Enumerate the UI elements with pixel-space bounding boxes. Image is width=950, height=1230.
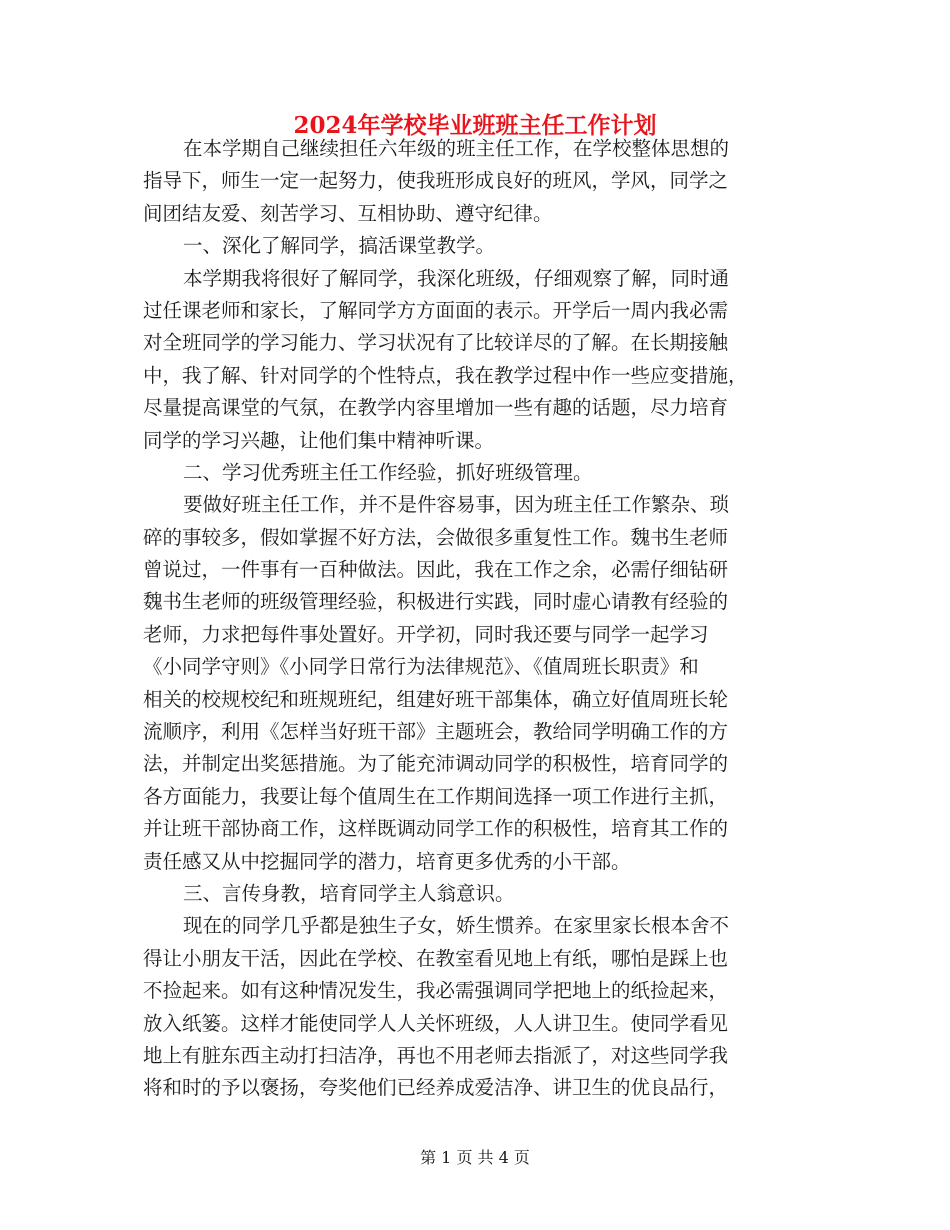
paragraph-line: 各方面能力，我要让每个值周生在工作期间选择一项工作进行主抓， bbox=[143, 784, 729, 808]
paragraph-line: 尽量提高课堂的气氛，在教学内容里增加一些有趣的话题，尽力培育 bbox=[143, 396, 729, 420]
paragraph-line: 并让班干部协商工作，这样既调动同学工作的积极性，培育其工作的 bbox=[143, 817, 729, 841]
paragraph-line: 地上有脏东西主动打扫洁净，再也不用老师去指派了，对这些同学我 bbox=[143, 1043, 729, 1067]
paragraph-line: 对全班同学的学习能力、学习状况有了比较详尽的了解。在长期接触 bbox=[143, 331, 729, 355]
paragraph-line: 不捡起来。如有这种情况发生，我必需强调同学把地上的纸捡起来， bbox=[143, 979, 729, 1003]
paragraph-line: 魏书生老师的班级管理经验，积极进行实践，同时虚心请教有经验的 bbox=[143, 590, 729, 614]
paragraph-line: 中，我了解、针对同学的个性特点，我在教学过程中作一些应变措施， bbox=[143, 363, 748, 387]
section-heading: 一、深化了解同学，搞活课堂教学。 bbox=[183, 234, 496, 258]
paragraph-line: 曾说过，一件事有一百种做法。因此，我在工作之余，必需仔细钻研 bbox=[143, 558, 729, 582]
paragraph-line: 流顺序，利用《怎样当好班干部》主题班会，教给同学明确工作的方 bbox=[143, 720, 729, 744]
paragraph-line: 放入纸篓。这样才能使同学人人关怀班级，人人讲卫生。使同学看见 bbox=[143, 1011, 729, 1035]
paragraph-line: 得让小朋友干活，因此在学校、在教室看见地上有纸，哪怕是踩上也 bbox=[143, 946, 729, 970]
document-body bbox=[143, 133, 807, 1105]
paragraph-line: 《小同学守则》《小同学日常行为法律规范》、《值周班长职责》和 bbox=[143, 655, 699, 679]
document-title: 2024年学校毕业班班主任工作计划 bbox=[293, 112, 657, 139]
paragraph-line: 过任课老师和家长，了解同学方方面面的表示。开学后一周内我必需 bbox=[143, 298, 729, 322]
paragraph-line: 老师，力求把每件事处置好。开学初，同时我还要与同学一起学习 bbox=[143, 622, 709, 646]
paragraph-line: 在本学期自己继续担任六年级的班主任工作，在学校整体思想的 bbox=[183, 137, 730, 160]
paragraph-line: 法，并制定出奖惩措施。为了能充沛调动同学的积极性，培育同学的 bbox=[143, 752, 729, 776]
paragraph-line: 碎的事较多，假如掌握不好方法，会做很多重复性工作。魏书生老师 bbox=[143, 525, 729, 549]
paragraph-line: 同学的学习兴趣，让他们集中精神听课。 bbox=[143, 428, 495, 452]
paragraph-line: 现在的同学几乎都是独生子女，娇生惯养。在家里家长根本舍不 bbox=[183, 914, 730, 938]
page-number-footer: 第 1 页 共 4 页 bbox=[420, 1148, 530, 1167]
section-heading: 三、言传身教，培育同学主人翁意识。 bbox=[183, 881, 515, 905]
section-heading: 二、学习优秀班主任工作经验，抓好班级管理。 bbox=[183, 460, 593, 484]
paragraph-line: 将和时的予以褒扬，夸奖他们已经养成爱洁净、讲卫生的优良品行， bbox=[143, 1076, 729, 1100]
paragraph-line: 相关的校规校纪和班规班纪，组建好班干部集体，确立好值周班长轮 bbox=[143, 687, 729, 711]
paragraph-line: 要做好班主任工作，并不是件容易事，因为班主任工作繁杂、琐 bbox=[183, 493, 730, 517]
paragraph-line: 责任感又从中挖掘同学的潜力，培育更多优秀的小干部。 bbox=[143, 849, 631, 873]
paragraph-line: 本学期我将很好了解同学，我深化班级，仔细观察了解，同时通 bbox=[183, 266, 730, 290]
paragraph-line: 间团结友爱、刻苦学习、互相协助、遵守纪律。 bbox=[143, 201, 553, 225]
paragraph-line: 指导下，师生一定一起努力，使我班形成良好的班风，学风，同学之 bbox=[143, 169, 729, 193]
